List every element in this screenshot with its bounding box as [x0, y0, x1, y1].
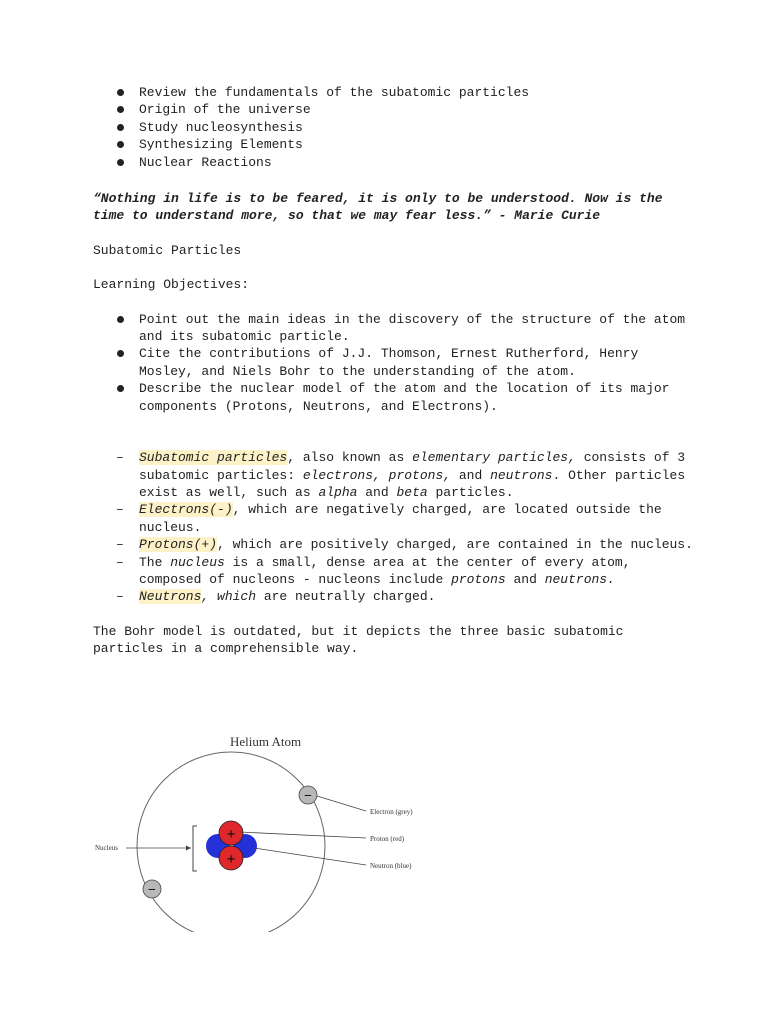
proton-pointer	[240, 832, 366, 838]
neutron-label: Neutron (blue)	[370, 862, 412, 870]
list-item: – The nucleus is a small, dense area at the center of every atom, composed of nucleons - nucleons include protons and neutrons.	[93, 554, 693, 589]
minus-icon: −	[304, 789, 312, 804]
list-item: Describe the nuclear model of the atom and the location of its major components (Protons, Neutrons, and Electrons).	[93, 380, 693, 415]
neutron-pointer	[254, 848, 366, 865]
list-item: – Electrons(-), which are negatively charged, are located outside the nucleus.	[93, 501, 693, 536]
nucleus-label: Nucleus	[95, 844, 118, 852]
proton-label: Proton (red)	[370, 835, 405, 843]
objectives-list	[93, 311, 693, 415]
helium-atom-diagram	[90, 732, 450, 932]
highlighted-term: Neutrons	[139, 589, 202, 605]
list-item: – Neutrons, which are neutrally charged.	[93, 588, 693, 605]
list-item: – Protons(+), which are positively charged, are contained in the nucleus.	[93, 536, 693, 553]
highlighted-term: Subatomic particles	[139, 450, 288, 466]
list-item: Cite the contributions of J.J. Thomson, Ernest Rutherford, Henry Mosley, and Niels Bohr to the understanding of the atom.	[93, 345, 693, 380]
plus-icon: +	[226, 826, 236, 843]
highlighted-term: Protons(+)	[139, 537, 218, 553]
plus-icon: +	[226, 851, 236, 868]
bohr-model-paragraph: The Bohr model is outdated, but it depicts the three basic subatomic particles in a comprehensible way.	[93, 623, 624, 657]
section-title: Subatomic Particles	[93, 242, 242, 258]
marie-curie-quote: “Nothing in life is to be feared, it is only to be understood. Now is the time to understand more, so that we may fear less.” - Marie Curie	[93, 191, 663, 224]
helium-atom-figure	[90, 732, 450, 932]
objectives-label: Learning Objectives:	[93, 277, 250, 293]
figure-title: Helium Atom	[230, 734, 302, 749]
electron-label: Electron (grey)	[370, 808, 413, 816]
list-item: Nuclear Reactions	[93, 154, 693, 171]
list-item: Review the fundamentals of the subatomic particles	[93, 84, 693, 101]
minus-icon: −	[148, 883, 156, 898]
highlighted-term: Electrons(-)	[139, 502, 233, 518]
intro-bullet-list	[93, 84, 693, 171]
list-item: Study nucleosynthesis	[93, 119, 693, 136]
list-item: Point out the main ideas in the discovery of the structure of the atom and its subatomic particle.	[93, 311, 693, 346]
electron-pointer	[317, 796, 366, 811]
arrow-head	[186, 846, 191, 851]
list-item: Origin of the universe	[93, 101, 693, 118]
document-page	[93, 84, 693, 658]
particle-notes-list	[93, 449, 693, 606]
list-item: – Subatomic particles, also known as elementary particles, consists of 3 subatomic particles: electrons, protons, and neutrons. Other particles exist as well, such as alpha and beta particles.	[93, 449, 693, 501]
list-item: Synthesizing Elements	[93, 136, 693, 153]
nucleus-bracket	[193, 826, 197, 871]
